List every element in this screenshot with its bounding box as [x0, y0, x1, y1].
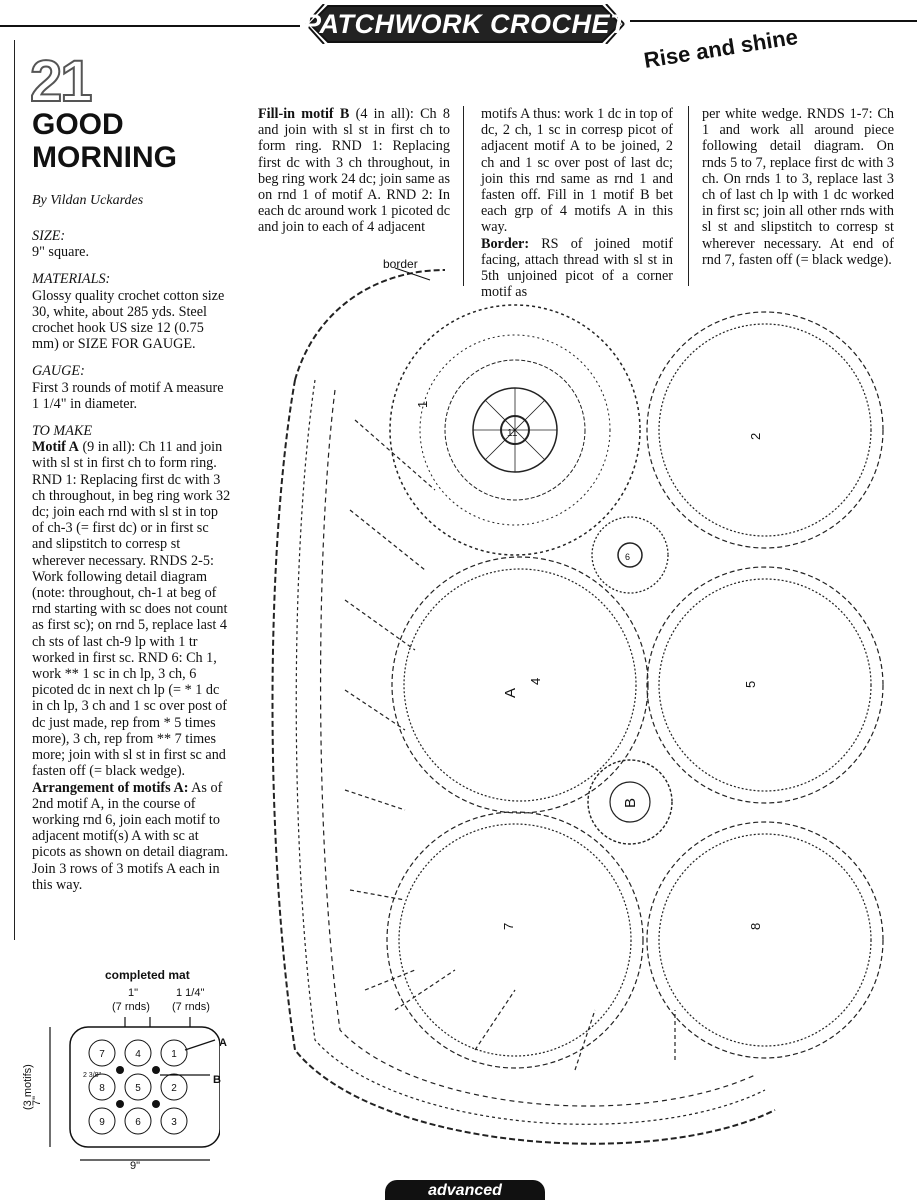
size-heading: SIZE:	[32, 228, 66, 244]
arrangement-text: As of 2nd motif A, in the course of working rnd 6, join each motif to adjacent motif(s) A with sc at picots as shown on detail diagram. Join 3 rows of 3 motifs A each in this way.	[32, 779, 229, 893]
col4-text: per white wedge. RNDS 1-7: Ch 1 and work all around piece following detail diagram. On rnds 5 to 7, replace first dc with 3 ch. On rnds 1 to 3, replace last 3 ch of last ch lp with 1 dc worked in first sc; join all other rnds with sl st and slipstitch to corresp st wherever necessary. At end of rnd 7, fasten off (= black wedge).	[702, 106, 894, 268]
section-banner	[300, 4, 630, 44]
byline: By Vildan Uckardes	[32, 193, 144, 208]
mat-side-dim: 7"	[31, 1095, 44, 1107]
completed-mat-title: completed mat	[105, 968, 190, 982]
border-label: Border:	[481, 235, 530, 252]
mat-dim-2-rnds: (7 rnds)	[172, 1001, 210, 1013]
materials-text: Glossy quality crochet cotton size 30, white, about 285 yds. Steel crochet hook US size 12 (0.75 mm) or SIZE FOR GAUGE.	[32, 287, 225, 353]
motif-label-4: 4	[528, 677, 543, 685]
diagram-border-arc	[273, 380, 776, 1144]
mat-cell-6: 6	[135, 1117, 141, 1128]
mat-cell-4: 4	[135, 1049, 141, 1060]
header-rule-left	[0, 25, 300, 27]
fill-in-text: (4 in all): Ch 8 and join with sl st in first ch to form ring. RND 1: Replacing first dc with 3 ch throughout, in beg ring work 24 dc; join same as on rnd 1 of motif A. RND 2: In each dc around work 1 picoted dc and join to each of 4 adjacent	[258, 106, 450, 236]
mat-cell-2: 2	[171, 1083, 177, 1094]
page-title	[32, 108, 177, 174]
title-line-2: MORNING	[32, 141, 177, 174]
completed-mat-diagram	[40, 1015, 220, 1170]
center-number-6: 6	[625, 552, 631, 562]
mat-cell-8: 8	[99, 1083, 105, 1094]
motif-ring-2	[647, 312, 883, 548]
motif-ring-7	[387, 812, 643, 1068]
pattern-number: 21	[30, 49, 91, 114]
motif-label-2: 2	[748, 432, 763, 440]
mat-cell-7: 7	[99, 1049, 105, 1060]
motif-letter-b: B	[622, 797, 639, 808]
gauge-text: First 3 rounds of motif A measure 1 1/4" in diameter.	[32, 379, 224, 412]
column-4	[702, 106, 894, 268]
mat-cell-1: 1	[171, 1049, 177, 1060]
fill-in-label: Fill-in motif B	[258, 106, 350, 122]
motif-ring-5	[647, 567, 883, 803]
fill-in-paragraph	[258, 106, 450, 236]
left-margin-rule	[14, 40, 15, 940]
mat-outline	[70, 1027, 220, 1147]
materials-heading: MATERIALS:	[32, 271, 111, 288]
motif-a-paragraph	[32, 439, 232, 779]
mat-cell-9: 9	[99, 1117, 105, 1128]
border-text: RS of joined motif facing, attach thread with sl st in 5th unjoined picot of a corner motif as	[481, 235, 673, 301]
mat-dim-1: 1"	[128, 987, 139, 999]
motif-ring-4	[392, 557, 648, 813]
gauge-heading: GAUGE:	[32, 363, 85, 380]
to-make-heading: TO MAKE	[32, 423, 93, 440]
mat-bottom-dim: 9"	[130, 1160, 141, 1172]
mat-dim-2: 1 1/4"	[176, 987, 205, 999]
motif-label-1: 1	[415, 400, 430, 408]
arrangement-label: Arrangement of motifs A:	[32, 779, 189, 796]
mat-inner-dim: 2 3/8"	[82, 1072, 102, 1079]
arrangement-paragraph	[32, 780, 232, 893]
crochet-diagram	[255, 250, 917, 1180]
mat-cell-5: 5	[135, 1083, 141, 1094]
motif-a-text: (9 in all): Ch 11 and join with sl st in first ch to form ring. RND 1: Replacing first dc with 3 ch throughout, in beg ring work 32 dc; join each rnd with sl st in top of ch-3 (= first dc) or in first sc and slipstitch to corresp st wherever necessary. RNDS 2-5: Work following detail diagram (note: throughout, ch-1 at beg of rnd starting with sc does not count as first sc); on rnd 5, replace last 4 ch sts of last ch-9 lp with 1 tr worked in first sc. RND 6: Ch 1, work ** 1 sc in ch lp, 3 ch, 6 picoted dc in next ch lp (= * 1 dc in ch lp, 3 ch and 1 sc over post of dc just made, rep from * 5 times more), 3 ch, rep from ** 7 times more; join with sl st in first sc and fasten off (= black wedge).	[32, 439, 231, 780]
footer-logo	[385, 1180, 545, 1200]
mat-label-b: B	[213, 1074, 221, 1086]
footer-logo-text: advanced	[428, 1182, 502, 1199]
col3-text: motifs A thus: work 1 dc in top of dc, 2 ch, 1 sc in corresp picot of adjacent motif A to be joined, 2 ch and 1 sc over post of last dc; join this rnd same as rnd 1 and fasten off. Fill in 1 motif B bet each grp of 4 motifs A in this way.	[481, 106, 673, 236]
motif-letter-a: A	[502, 687, 519, 698]
motif-label-8: 8	[748, 922, 763, 930]
motif-a-label: Motif A	[32, 439, 79, 456]
section-tab	[628, 0, 863, 82]
border-callout: border	[383, 257, 418, 271]
mat-label-a: A	[219, 1037, 227, 1049]
size-text: 9" square.	[32, 244, 90, 261]
tab-label: Rise and shine	[642, 23, 800, 73]
column-1	[32, 228, 232, 893]
mat-dim-1-rnds: (7 rnds)	[112, 1001, 150, 1013]
motif-ring-8	[647, 822, 883, 1058]
title-line-1: GOOD	[32, 108, 124, 141]
mat-cell-3: 3	[171, 1117, 177, 1128]
column-2	[258, 106, 450, 236]
center-number-11: 11	[507, 428, 518, 439]
motif-label-7: 7	[501, 922, 516, 930]
banner-title: PATCHWORK CROCHET	[303, 9, 627, 39]
motif-label-5: 5	[743, 680, 758, 688]
mat-side-motifs: (3 motifs)	[22, 1064, 34, 1110]
